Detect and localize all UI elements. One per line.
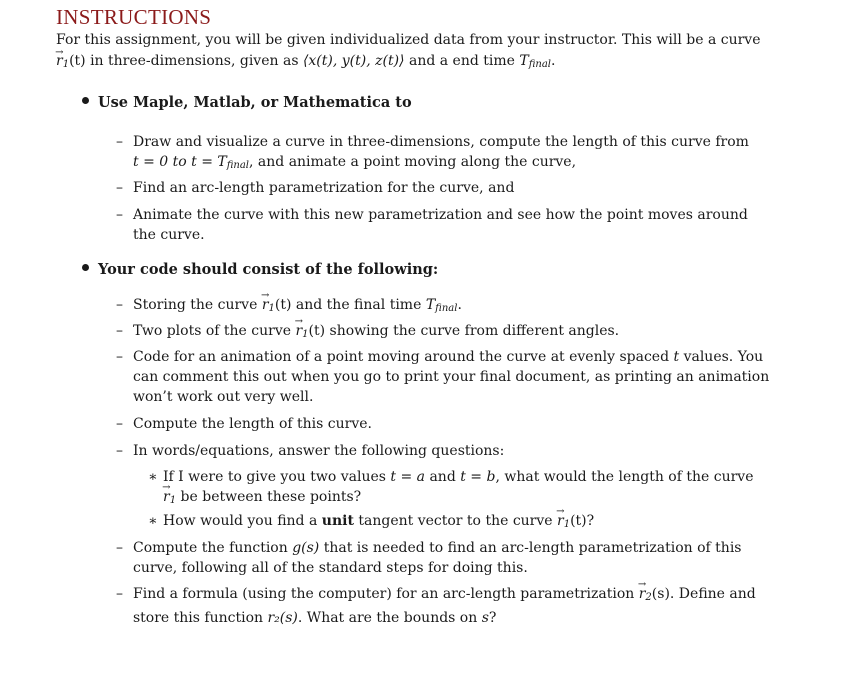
T-subscript: final bbox=[528, 59, 551, 70]
dash-icon: – bbox=[116, 180, 123, 196]
bullet-icon bbox=[82, 97, 89, 104]
document-page: INSTRUCTIONS For this assignment, you will be given individualized data from your instructor. This will be a curve → $r_1(t)$ in three-dimensions, given as ⟨x(t), y(t), z(t)⟩ and a end time $T_{final}$. Use Maple, Matlab, or Mathematica to – Draw and visualize a curve in three-dimensions, compute the length of this curve from t = 0 to $t = T_{final}$, and animate a point moving along the curve, – Find an arc-length parametrization for the curve, and – Animate the curve with this new parametrization and see how the point moves around the curve. Your code should consist of the following: – Storing the curve → $r_1(t)$ and the final time $T_{final}$. – Two plots of the curve → $r_1(t)$ showing the curve from different angles. – Code for an animation of a point moving around the curve at evenly spaced t values. You can comment this out when you go to print your final document, as printing an animation won’t work out very well. – Compute the length of this curve. – In words/equations, answer the following questions: ∗ If I were to give you two values t = a and t = b, what would the length of the curve → $r_1$ be between these points? ∗ How would you find a unit tangent vector to the curve → $r_1(t)$? – Compute the function g(s) that is needed to find an arc-length parametrization of this curve, following all of the standard steps for doing this. – Find a formula (using the computer) for an arc-length parametrization → $r_2(s)$. Define and store this function r₂(s). What are the bounds on s? bbox=[0, 0, 863, 677]
dash-icon: – bbox=[116, 416, 123, 432]
bullet-icon bbox=[82, 264, 89, 271]
dash-icon: – bbox=[116, 443, 123, 459]
dash-icon: – bbox=[116, 207, 123, 223]
dash-icon: – bbox=[116, 540, 123, 556]
dash-icon: – bbox=[116, 349, 123, 365]
intro-line-2: → $r_1(t)$ in three-dimensions, given as ⟨x(t), y(t), z(t)⟩ and a end time $T_{final}$. bbox=[56, 51, 786, 75]
curve-tuple: ⟨x(t), y(t), z(t)⟩ bbox=[302, 53, 405, 69]
section-2-heading: Your code should consist of the following: bbox=[82, 261, 438, 278]
section-1-heading: Use Maple, Matlab, or Mathematica to bbox=[82, 94, 412, 111]
dash-icon: – bbox=[116, 323, 123, 339]
intro-paragraph bbox=[56, 30, 786, 75]
dash-icon: – bbox=[116, 297, 123, 313]
r1-symbol: → r bbox=[56, 51, 63, 72]
star-bullet-icon: ∗ bbox=[148, 469, 158, 485]
star-bullet-icon: ∗ bbox=[148, 513, 158, 529]
r1-subscript: 1 bbox=[62, 59, 70, 70]
T-symbol: T bbox=[519, 53, 529, 69]
intro-line-1: For this assignment, you will be given individualized data from your instructor. This will be a curve bbox=[56, 32, 761, 48]
dash-icon: – bbox=[116, 586, 123, 602]
page-title: INSTRUCTIONS bbox=[56, 5, 212, 29]
dash-icon: – bbox=[116, 134, 123, 150]
